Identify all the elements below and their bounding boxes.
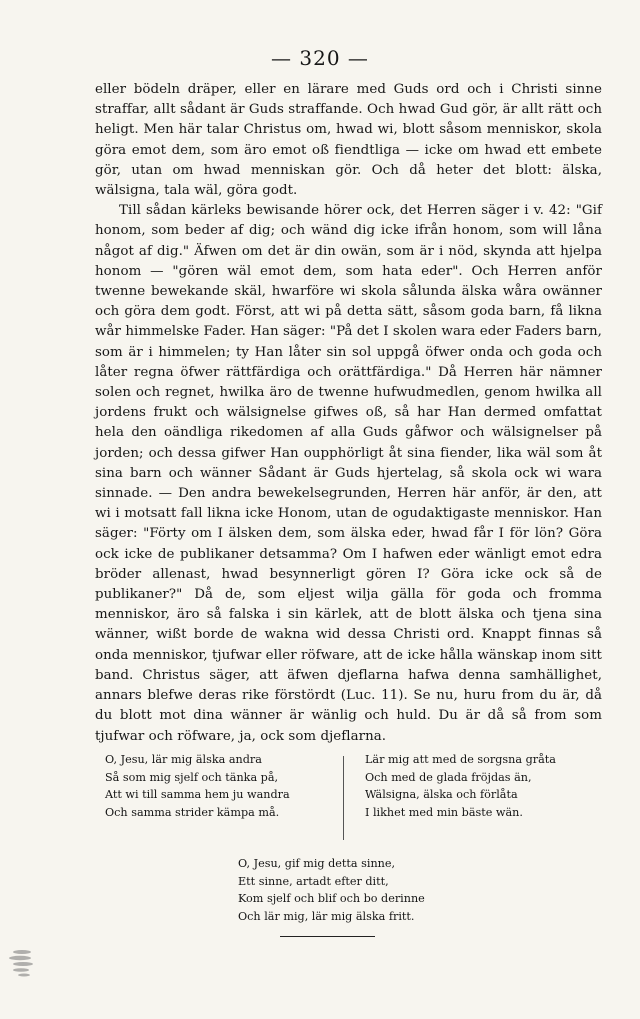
verse-line: Att wi till samma hem ju wandra [105, 788, 290, 802]
verse-line: O, Jesu, lär mig älska andra [105, 753, 262, 766]
verse-line: I likhet med min bäste wän. [365, 805, 523, 819]
verse-line: Lär mig att med de sorgsna gråta [365, 753, 556, 766]
verse-divider [343, 756, 344, 840]
closing-verse [238, 855, 498, 925]
verse-line: Och lär mig, lär mig älska fritt. [238, 909, 415, 923]
verse-line: Wälsigna, älska och förlåta [365, 788, 518, 802]
page-number: — 320 — [271, 46, 369, 70]
verse-line: Kom sjelf och blif och bo derinne [238, 892, 425, 906]
verse-line: Och samma strider kämpa må. [105, 805, 280, 819]
verse-right [365, 751, 595, 821]
verse-line: Så som mig sjelf och tänka på, [105, 770, 279, 784]
ink-smudge-icon [8, 944, 38, 982]
verse-line: Och med de glada fröjdas än, [365, 770, 532, 784]
body-text [95, 80, 602, 747]
verse-line: O, Jesu, gif mig detta sinne, [238, 857, 396, 870]
verse-line: Ett sinne, artadt efter ditt, [238, 874, 389, 888]
end-rule [280, 936, 375, 937]
paragraph-continuation: eller bödeln dräper, eller en lärare med Guds ord och i Christi sinne straffar, allt sådant är Guds straffande. Och hwad Gud gör, är allt rätt och heligt. Men här talar Christus om, hwad wi, blott såsom menniskor, skola göra emot dem, som äro emot oß fiendtliga — icke om hwad ett embete gör, utan om hwad menniskan gör. Och då heter det blott: älska, wälsigna, tala wäl, göra godt. [95, 82, 602, 199]
hymn-verses [105, 751, 595, 821]
verse-left [105, 751, 335, 821]
paragraph-main: Till sådan kärleks bewisande hörer ock, det Herren säger i v. 42: "Gif honom, som beder af dig; och wänd dig icke ifrån honom, som will låna något af dig." Äfwen om det är din owän, som är i nöd, skynda att hjelpa honom — "gören wäl emot dem, som hata eder". Och Herren anför twenne bewekande skäl, hwarföre wi skola sålunda älska wåra owänner och göra dem godt. Först, att wi på detta sätt, såsom goda barn, få likna wår himmelske Fader. Han säger: "På det I skolen wara eder Faders barn, som är i himmelen; ty Han låter sin sol uppgå öfwer onda och goda och låter regna öfwer rättfärdiga och orättfärdiga." Då Herren här nämner solen och regnet, hwilka äro de twenne hufwudmedlen, genom hwilka all jordens frukt och wälsignelse gifwes oß, så har Han dermed omfattat hela den oändliga rikedomen af alla Guds gåfwor och wälsignelser på jorden; och dessa gifwer Han oupphörligt åt sina fiender, lika wäl som åt sina barn och wänner Sådant är Guds hjertelag, så skola ock wi wara sinnade. — Den andra bewekelsegrunden, Herren här anför, är den, att wi i motsatt fall likna icke Honom, utan de ogudaktigaste menniskor. Han säger: "Förty om I älsken dem, som älska eder, hwad får I för lön? Göra ock icke de publikaner detsamma? Om I hafwen eder wänligt emot edra bröder allenast, hwad besynnerligt gören I? Göra icke ock så de publikaner?" Då de, som eljest wilja gälla för goda och fromma menniskor, äro så falska i sin kärlek, att de blott älska och tjena sina wänner, wißt borde de wakna wid dessa Christi ord. Knappt finnas så onda menniskor, tjufwar eller röfware, att de icke hålla wänskap inom sitt band. Christus säger, att äfwen djeflarna hafwa denna samhällighet, annars blefwe deras rike förstördt (Luc. 11). Se nu, huru from du är, då du blott mot dina wänner är wänlig och huld. Du är då så from som tjufwar och röfware, ja, ock som djeflarna. [95, 203, 602, 744]
